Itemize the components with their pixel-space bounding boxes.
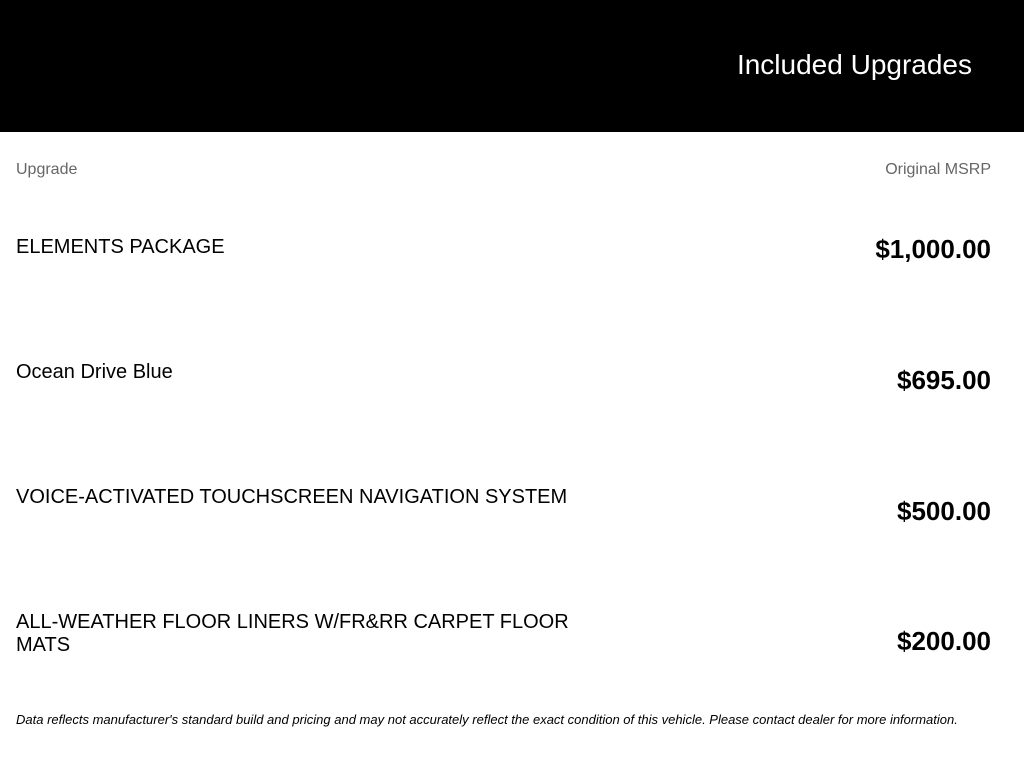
column-header-upgrade: Upgrade (16, 161, 78, 178)
upgrade-name: VOICE-ACTIVATED TOUCHSCREEN NAVIGATION SYSTEM (16, 486, 568, 508)
upgrade-price: $695.00 (897, 365, 991, 395)
upgrade-price: $500.00 (897, 496, 991, 526)
upgrade-name: ALL-WEATHER FLOOR LINERS W/FR&RR CARPET FLOOR MATS (16, 611, 569, 656)
upgrade-row (16, 486, 991, 546)
column-header-msrp: Original MSRP (885, 161, 991, 178)
upgrade-row (16, 611, 991, 671)
upgrade-row (16, 361, 991, 421)
page-title: Included Upgrades (736, 49, 972, 80)
upgrade-name: Ocean Drive Blue (16, 361, 173, 383)
header-bar (0, 0, 1024, 132)
upgrade-price: $200.00 (897, 626, 991, 656)
upgrade-row (16, 236, 991, 296)
upgrade-name: ELEMENTS PACKAGE (16, 236, 225, 258)
disclaimer-text: Data reflects manufacturer's standard build and pricing and may not accurately reflect the exact condition of this vehicle. Please contact dealer for more information. (16, 712, 958, 727)
upgrade-price: $1,000.00 (875, 234, 991, 264)
